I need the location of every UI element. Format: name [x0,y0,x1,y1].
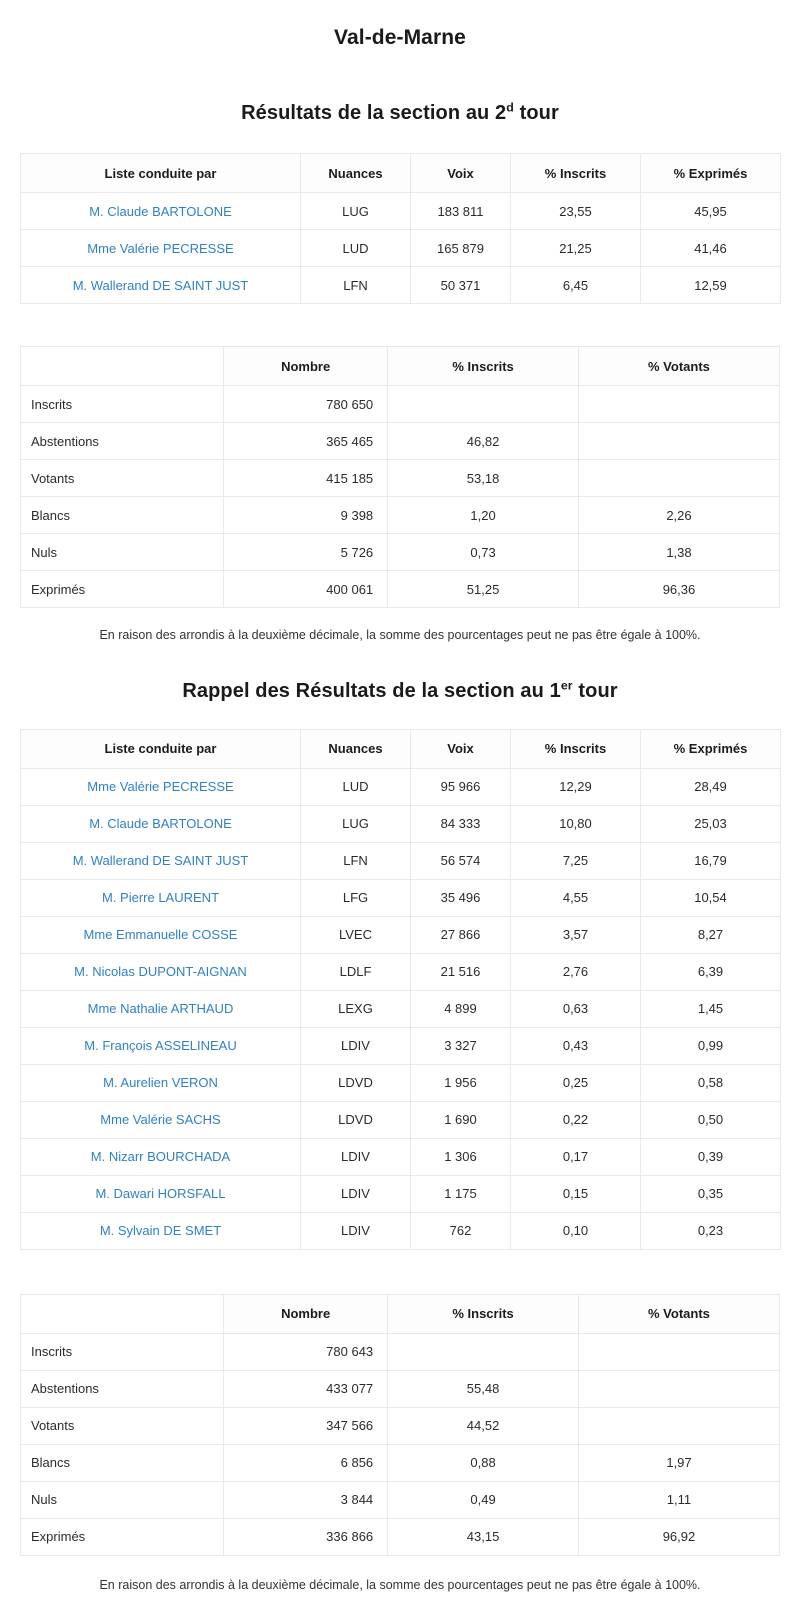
table-header-row [21,1294,780,1333]
candidate-name-cell [21,230,301,267]
candidate-nuance-cell: LUG [301,805,411,842]
participation-label-cell: Abstentions [21,423,224,460]
candidate-link[interactable]: Mme Valérie SACHS [100,1112,221,1128]
participation-label-cell: Nuls [21,534,224,571]
table-row [21,571,780,608]
participation-pct-inscrits-cell [388,386,579,423]
round1-candidates-table [20,729,781,1250]
candidate-voix-cell: 4 899 [411,990,511,1027]
candidate-pct-inscrits-cell: 0,22 [511,1101,641,1138]
participation-label-cell: Exprimés [21,1518,224,1555]
table-row [21,1370,780,1407]
round2-participation-table-wrap [0,346,800,608]
table-row [21,1407,780,1444]
participation-label-cell: Inscrits [21,1333,224,1370]
candidate-name-cell [21,916,301,953]
candidate-pct-inscrits-cell: 0,10 [511,1212,641,1249]
candidate-voix-cell: 1 175 [411,1175,511,1212]
round1-heading-suffix: tour [572,679,618,702]
participation-pct-inscrits-cell [388,1333,579,1370]
candidate-pct-exprimes-cell: 0,58 [641,1064,781,1101]
table-row [21,916,781,953]
participation-label-cell: Exprimés [21,571,224,608]
candidate-pct-inscrits-cell: 0,15 [511,1175,641,1212]
candidate-name-cell [21,1101,301,1138]
column-header-nuances: Nuances [301,729,411,768]
participation-pct-votants-cell [578,1370,779,1407]
table-row [21,193,781,230]
column-header-voix: Voix [411,154,511,193]
column-header-nombre: Nombre [224,1294,388,1333]
candidate-nuance-cell: LUD [301,768,411,805]
candidate-name-cell [21,842,301,879]
table-row [21,534,780,571]
participation-nombre-cell: 3 844 [224,1481,388,1518]
participation-nombre-cell: 347 566 [224,1407,388,1444]
candidate-voix-cell: 95 966 [411,768,511,805]
round1-heading-ordinal: er [560,678,573,693]
table-row [21,953,781,990]
candidate-pct-inscrits-cell: 23,55 [511,193,641,230]
candidate-link[interactable]: Mme Nathalie ARTHAUD [87,1001,234,1017]
table-row [21,1212,781,1249]
candidate-voix-cell: 27 866 [411,916,511,953]
candidate-pct-exprimes-cell: 10,54 [641,879,781,916]
page-title: Val-de-Marne [334,26,466,49]
table-row [21,1518,780,1555]
round2-heading [0,50,800,125]
participation-nombre-cell: 415 185 [224,460,388,497]
candidate-nuance-cell: LFN [301,267,411,304]
column-header-blank [21,347,224,386]
candidate-name-cell [21,879,301,916]
candidate-link[interactable]: M. Sylvain DE SMET [99,1223,222,1239]
candidate-pct-inscrits-cell: 6,45 [511,267,641,304]
participation-label-cell: Blancs [21,1444,224,1481]
candidate-pct-exprimes-cell: 28,49 [641,768,781,805]
participation-nombre-cell: 6 856 [224,1444,388,1481]
candidate-name-cell [21,990,301,1027]
candidate-nuance-cell: LDIV [301,1027,411,1064]
participation-pct-votants-cell: 1,11 [578,1481,779,1518]
candidate-nuance-cell: LUG [301,193,411,230]
candidate-pct-inscrits-cell: 2,76 [511,953,641,990]
candidate-pct-inscrits-cell: 0,63 [511,990,641,1027]
candidate-name-cell [21,1027,301,1064]
candidate-voix-cell: 1 306 [411,1138,511,1175]
round2-heading-prefix: Résultats de la section au 2 [241,102,507,124]
candidate-nuance-cell: LDVD [301,1064,411,1101]
table-header-row [21,154,781,193]
candidate-link[interactable]: M. Dawari HORSFALL [95,1186,226,1202]
round2-candidates-table [20,153,781,304]
candidate-pct-exprimes-cell: 12,59 [641,267,781,304]
column-header-name: Liste conduite par [21,154,301,193]
participation-nombre-cell: 433 077 [224,1370,388,1407]
round1-participation-table-wrap [0,1294,800,1556]
participation-pct-votants-cell [578,423,779,460]
participation-pct-inscrits-cell: 0,49 [388,1481,579,1518]
round2-candidates-table-wrap [0,153,800,304]
candidate-pct-exprimes-cell: 0,50 [641,1101,781,1138]
participation-nombre-cell: 400 061 [224,571,388,608]
candidate-pct-exprimes-cell: 8,27 [641,916,781,953]
round2-heading-suffix: tour [513,102,559,124]
participation-label-cell: Inscrits [21,386,224,423]
candidate-nuance-cell: LUD [301,230,411,267]
footnote-round2: En raison des arrondis à la deuxième décimale, la somme des pourcentages peut ne pas être égale à 100%. [99,628,701,642]
column-header-inscrits: % Inscrits [388,1294,579,1333]
participation-nombre-cell: 336 866 [224,1518,388,1555]
footnote-round1: En raison des arrondis à la deuxième décimale, la somme des pourcentages peut ne pas être égale à 100%. [99,1577,701,1592]
candidate-voix-cell: 3 327 [411,1027,511,1064]
round2-heading-ordinal: d [506,100,514,115]
candidate-voix-cell: 165 879 [411,230,511,267]
table-row [21,1101,781,1138]
round1-candidates-table-wrap [0,729,800,1250]
participation-pct-votants-cell [578,1333,779,1370]
candidate-link[interactable]: Mme Emmanuelle COSSE [83,927,238,943]
candidate-pct-inscrits-cell: 4,55 [511,879,641,916]
candidate-name-cell [21,193,301,230]
column-header-inscrits: % Inscrits [511,154,641,193]
candidate-voix-cell: 1 690 [411,1101,511,1138]
table-row [21,1481,780,1518]
candidate-pct-exprimes-cell: 45,95 [641,193,781,230]
candidate-pct-exprimes-cell: 16,79 [641,842,781,879]
participation-pct-votants-cell: 2,26 [578,497,779,534]
round1-participation-table [20,1294,780,1556]
candidate-pct-inscrits-cell: 0,43 [511,1027,641,1064]
candidate-link[interactable]: Mme Valérie PECRESSE [87,240,234,256]
candidate-link[interactable]: M. François ASSELINEAU [84,1038,237,1054]
candidate-pct-inscrits-cell: 12,29 [511,768,641,805]
column-header-blank [21,1294,224,1333]
candidate-link[interactable]: Mme Valérie PECRESSE [87,779,234,795]
candidate-name-cell [21,1175,301,1212]
candidate-pct-inscrits-cell: 21,25 [511,230,641,267]
table-row [21,423,780,460]
column-header-nombre: Nombre [224,347,388,386]
candidate-nuance-cell: LVEC [301,916,411,953]
round2-candidates-body [21,193,781,304]
table-row [21,842,781,879]
table-row [21,1175,781,1212]
column-header-name: Liste conduite par [21,729,301,768]
column-header-exprimes: % Exprimés [641,729,781,768]
table-row [21,386,780,423]
participation-label-cell: Abstentions [21,1370,224,1407]
candidate-nuance-cell: LDLF [301,953,411,990]
participation-nombre-cell: 780 650 [224,386,388,423]
candidate-pct-exprimes-cell: 0,35 [641,1175,781,1212]
candidate-link[interactable]: M. Aurelien VERON [103,1075,218,1091]
candidate-nuance-cell: LFG [301,879,411,916]
table-row [21,805,781,842]
candidate-voix-cell: 183 811 [411,193,511,230]
candidate-pct-exprimes-cell: 0,39 [641,1138,781,1175]
column-header-voix: Voix [411,729,511,768]
participation-pct-inscrits-cell: 53,18 [388,460,579,497]
participation-pct-votants-cell: 96,92 [578,1518,779,1555]
candidate-pct-exprimes-cell: 0,99 [641,1027,781,1064]
round1-participation-body [21,1333,780,1555]
candidate-pct-exprimes-cell: 6,39 [641,953,781,990]
participation-pct-votants-cell [578,460,779,497]
participation-pct-inscrits-cell: 51,25 [388,571,579,608]
candidate-voix-cell: 762 [411,1212,511,1249]
candidate-link[interactable]: M. Nicolas DUPONT-AIGNAN [74,964,247,980]
participation-pct-inscrits-cell: 43,15 [388,1518,579,1555]
participation-pct-inscrits-cell: 0,88 [388,1444,579,1481]
candidate-pct-inscrits-cell: 7,25 [511,842,641,879]
participation-nombre-cell: 365 465 [224,423,388,460]
table-row [21,230,781,267]
candidate-pct-inscrits-cell: 10,80 [511,805,641,842]
round1-heading [0,644,800,703]
column-header-exprimes: % Exprimés [641,154,781,193]
table-row [21,497,780,534]
candidate-nuance-cell: LEXG [301,990,411,1027]
candidate-name-cell [21,953,301,990]
participation-pct-votants-cell: 96,36 [578,571,779,608]
table-row [21,879,781,916]
candidate-name-cell [21,1212,301,1249]
participation-nombre-cell: 5 726 [224,534,388,571]
table-row [21,460,780,497]
table-row [21,1444,780,1481]
participation-nombre-cell: 9 398 [224,497,388,534]
candidate-name-cell [21,1064,301,1101]
participation-label-cell: Nuls [21,1481,224,1518]
participation-pct-votants-cell [578,386,779,423]
table-row [21,768,781,805]
participation-pct-votants-cell: 1,97 [578,1444,779,1481]
candidate-voix-cell: 1 956 [411,1064,511,1101]
candidate-nuance-cell: LFN [301,842,411,879]
candidate-link[interactable]: M. Wallerand DE SAINT JUST [72,277,249,293]
candidate-voix-cell: 84 333 [411,805,511,842]
candidate-name-cell [21,1138,301,1175]
participation-pct-inscrits-cell: 1,20 [388,497,579,534]
participation-nombre-cell: 780 643 [224,1333,388,1370]
round1-heading-prefix: Rappel des Résultats de la section au 1 [182,679,561,702]
round2-participation-table [20,346,780,608]
candidate-nuance-cell: LDIV [301,1138,411,1175]
column-header-inscrits: % Inscrits [388,347,579,386]
candidate-link[interactable]: M. Wallerand DE SAINT JUST [72,853,249,869]
participation-pct-inscrits-cell: 55,48 [388,1370,579,1407]
participation-pct-votants-cell: 1,38 [578,534,779,571]
candidate-nuance-cell: LDIV [301,1175,411,1212]
candidate-nuance-cell: LDIV [301,1212,411,1249]
participation-pct-votants-cell [578,1407,779,1444]
candidate-pct-inscrits-cell: 3,57 [511,916,641,953]
column-header-inscrits: % Inscrits [511,729,641,768]
candidate-pct-exprimes-cell: 41,46 [641,230,781,267]
column-header-votants: % Votants [578,1294,779,1333]
candidate-pct-exprimes-cell: 1,45 [641,990,781,1027]
participation-pct-inscrits-cell: 46,82 [388,423,579,460]
candidate-pct-inscrits-cell: 0,17 [511,1138,641,1175]
table-row [21,1138,781,1175]
candidate-nuance-cell: LDVD [301,1101,411,1138]
table-row [21,267,781,304]
candidate-link[interactable]: M. Nizarr BOURCHADA [90,1149,231,1165]
participation-label-cell: Votants [21,1407,224,1444]
participation-pct-inscrits-cell: 44,52 [388,1407,579,1444]
participation-pct-inscrits-cell: 0,73 [388,534,579,571]
column-header-votants: % Votants [578,347,779,386]
round2-participation-body [21,386,780,608]
candidate-pct-exprimes-cell: 25,03 [641,805,781,842]
table-row [21,1064,781,1101]
table-row [21,1027,781,1064]
column-header-nuances: Nuances [301,154,411,193]
table-row [21,1333,780,1370]
candidate-name-cell [21,768,301,805]
participation-label-cell: Votants [21,460,224,497]
candidate-name-cell [21,805,301,842]
candidate-link[interactable]: M. Pierre LAURENT [101,890,220,906]
candidate-name-cell [21,267,301,304]
participation-label-cell: Blancs [21,497,224,534]
candidate-voix-cell: 35 496 [411,879,511,916]
candidate-voix-cell: 50 371 [411,267,511,304]
candidate-link[interactable]: M. Claude BARTOLONE [89,816,232,832]
candidate-voix-cell: 56 574 [411,842,511,879]
candidate-link[interactable]: M. Claude BARTOLONE [89,203,232,219]
candidate-pct-inscrits-cell: 0,25 [511,1064,641,1101]
candidate-voix-cell: 21 516 [411,953,511,990]
table-row [21,990,781,1027]
candidate-pct-exprimes-cell: 0,23 [641,1212,781,1249]
table-header-row [21,347,780,386]
round1-candidates-body [21,768,781,1249]
table-header-row [21,729,781,768]
